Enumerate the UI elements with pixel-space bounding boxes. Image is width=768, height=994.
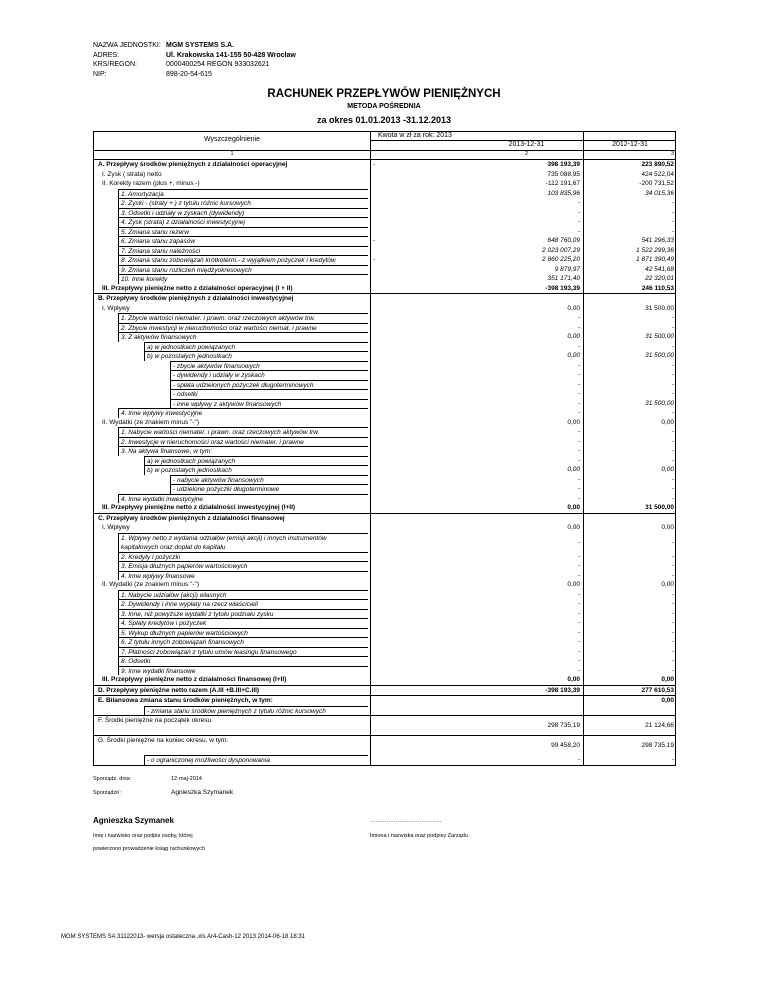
header-key: KRS/REGON: — [93, 61, 137, 69]
row-label: 5. Wykup dłużnych papierów wartościowych — [118, 628, 368, 638]
row-marker: - — [373, 256, 376, 263]
value-2013: 298 735,19 — [547, 722, 580, 729]
row-label: II. Wydatki (ze znakiem minus "-") — [102, 581, 200, 588]
value-2012: 31 500,00 — [645, 352, 674, 359]
value-2012: - — [671, 562, 674, 569]
value-2012: - — [671, 199, 674, 206]
row-label: 4. Inne wydatki inwestycyjne — [118, 494, 368, 504]
value-2012: - — [671, 609, 674, 617]
table-row — [94, 609, 675, 619]
value-2012: 223 890,52 — [641, 161, 674, 168]
table-row — [94, 437, 675, 447]
value-2013: - — [577, 562, 580, 569]
row-label: 3. Z aktywów finansowych — [118, 332, 368, 342]
table-row — [94, 208, 675, 218]
value-2013: 99 458,20 — [551, 742, 580, 749]
row-label: 10. Inne korekty — [118, 274, 368, 284]
value-2013: - — [577, 571, 580, 579]
value-2013: - — [577, 647, 580, 655]
header-value: 0000400254 REGON 933032621 — [166, 61, 270, 69]
row-marker: - — [373, 161, 376, 168]
table-row — [94, 647, 675, 657]
col-n3: 3 — [670, 151, 674, 157]
table-row — [94, 380, 675, 390]
header-row — [93, 51, 296, 61]
value-2013: 351 171,40 — [547, 275, 580, 282]
row-label: 8. Zmiana stanu zobowiązań krótkoterm.- z wyjątkiem pożyczek i kredytów — [118, 255, 368, 265]
value-2013: - — [577, 208, 580, 216]
table-row — [94, 170, 675, 180]
value-2013: 0,00 — [567, 504, 580, 511]
signer-caption-2: powierzono prowadzenie ksiąg rachunkowych — [93, 846, 205, 852]
value-2013: - — [577, 227, 580, 235]
col-n1: 1 — [230, 151, 234, 157]
value-2012: 31 500,00 — [645, 504, 674, 511]
value-2012: 0,00 — [661, 697, 674, 704]
value-2013: 103 835,96 — [547, 189, 580, 197]
row-label: 1. Nabycie udziałów (akcji) własnych — [118, 590, 368, 600]
header-row — [93, 60, 296, 70]
value-2013: - — [577, 390, 580, 397]
table-row — [94, 351, 675, 361]
table-row — [94, 513, 675, 524]
value-2013: - — [577, 619, 580, 626]
row-label: 8. Odsetki — [118, 656, 368, 666]
value-2012: - — [671, 475, 674, 483]
value-2013: - — [577, 361, 580, 369]
value-2013: - — [577, 409, 580, 416]
value-2012: - — [671, 571, 674, 579]
value-2012: 0,00 — [661, 581, 674, 588]
row-label: 3. Emisja dłużnych papierów wartościowych — [118, 561, 368, 571]
table-row — [94, 675, 675, 685]
table-row — [94, 246, 675, 256]
row-label: a) w jednostkach powiązanych — [144, 342, 368, 352]
author-label: Sporządził : — [93, 790, 122, 796]
header-key: ADRES: — [93, 51, 120, 59]
value-2012: 246 110,53 — [641, 284, 674, 292]
row-label: 9. Inne wydatki finansowe — [118, 666, 368, 676]
col-desc-header: Wyszczególnienie — [204, 136, 260, 143]
value-2012: 31 500,00 — [645, 399, 674, 407]
value-2012: - — [671, 628, 674, 636]
table-row — [94, 399, 675, 409]
value-2013: -112 191,67 — [545, 180, 580, 187]
header-value: MGM SYSTEMS S.A. — [166, 42, 235, 49]
row-label: II. Korekty razem (plus +, minus -) — [102, 180, 200, 187]
table-row — [94, 198, 675, 208]
value-2012: 298 735,19 — [641, 742, 674, 749]
value-2012: 31 500,00 — [645, 333, 674, 340]
table-body — [94, 160, 675, 765]
table-row — [94, 590, 675, 600]
row-label: 1. Amortyzacja — [118, 189, 368, 199]
value-2012: - — [671, 437, 674, 445]
row-label: G. Środki pieniężne na koniec okresu, w tym: — [98, 737, 229, 744]
row-label: 1. Wpływy netto z wydania udziałów (emisji akcji) i innych instrumentów kapitałowych oraz dopłat do kapitału — [118, 533, 368, 552]
table-row — [94, 523, 675, 533]
table-row — [94, 628, 675, 638]
date-value: 12-maj-2014 — [171, 776, 202, 782]
value-2012: - — [671, 456, 674, 464]
value-2012: - — [671, 371, 674, 378]
value-2013: - — [577, 475, 580, 483]
value-2013: 0,00 — [567, 581, 580, 588]
row-label: E. Bilansowa zmiana stanu środków pieniężnych, w tym: — [98, 697, 273, 704]
value-2013: - — [577, 314, 580, 321]
table-row — [94, 465, 675, 475]
date-label: Sporządz. dnia: — [93, 776, 132, 782]
value-2012: - — [671, 494, 674, 502]
table-row — [94, 599, 675, 609]
row-label: 1. Zbycie wartości niemater. i prawn. oraz rzeczowych aktywów trw. — [118, 313, 368, 323]
value-2012: - — [671, 638, 674, 645]
method-subtitle: METODA POŚREDNIA — [347, 103, 421, 110]
row-label: b) w pozostałych jednostkach — [144, 465, 368, 475]
value-2013: -398 193,39 — [545, 284, 580, 292]
value-2012: -200 731,52 — [639, 180, 674, 187]
row-label: 7. Zmiana stanu należności — [118, 246, 368, 256]
value-2013: 9 879,97 — [554, 265, 580, 273]
table-row — [94, 735, 675, 755]
row-label: A. Przepływy środków pieniężnych z działalności operacyjnej — [98, 161, 288, 168]
value-2012: 0,00 — [661, 676, 674, 683]
table-row — [94, 342, 675, 352]
table-row — [94, 427, 675, 437]
value-2013: - — [577, 380, 580, 388]
value-2013: - — [577, 666, 580, 674]
value-2013: 0,00 — [567, 418, 580, 426]
table-row — [94, 715, 675, 735]
value-2013: 398 193,39 — [547, 161, 580, 168]
value-2013: - — [577, 218, 580, 225]
value-2013: 2 023 007,29 — [542, 246, 580, 254]
value-2013: - — [577, 399, 580, 407]
value-2012: - — [671, 538, 674, 546]
table-row — [94, 255, 675, 265]
value-2013: - — [577, 628, 580, 636]
row-label: II. Wydatki (ze znakiem minus "-") — [102, 418, 200, 426]
value-2013: - — [577, 485, 580, 492]
value-2013: 648 760,09 — [547, 237, 580, 244]
row-label: b) w pozostałych jednostkach — [144, 351, 368, 361]
row-label: - o ograniczonej możliwości dysponowania — [144, 755, 368, 765]
value-2013: 0,00 — [567, 304, 580, 312]
value-2012: 22 320,01 — [645, 275, 674, 282]
row-label: 1. Nabycie wartości niemater. i prawn. oraz rzeczowych aktywów trw. — [118, 427, 368, 437]
table-header — [94, 132, 675, 151]
row-label: 4. Inne wpływy finansowe — [118, 571, 368, 581]
board-caption: Imiona i nazwiska oraz podpisy Zarządu — [370, 833, 468, 839]
table-row — [94, 389, 675, 399]
value-2013: - — [577, 756, 580, 763]
header-key: NIP: — [93, 71, 107, 79]
table-row — [94, 685, 675, 696]
value-2013: - — [577, 538, 580, 546]
table-row — [94, 323, 675, 333]
row-label: 2. Dywidendy i inne wypłaty na rzecz właścicieli — [118, 599, 368, 609]
table-row — [94, 265, 675, 275]
table-row — [94, 456, 675, 466]
value-2013: 0,00 — [567, 676, 580, 683]
row-label: - udzielone pożyczki długoterminowe — [170, 484, 368, 494]
table-row — [94, 755, 675, 765]
row-label: 3. Na aktywa finansowe, w tym: — [118, 446, 368, 456]
table-row — [94, 160, 675, 170]
value-2013: 0,00 — [567, 333, 580, 340]
row-label: - zmiana stanu środków pieniężnych z tytułu różnic kursowych — [144, 706, 368, 716]
row-label: 2. Kredyty i pożyczki — [118, 552, 368, 562]
table-row — [94, 695, 675, 706]
row-label: C. Przepływy środków pieniężnych z działalności finansowej — [98, 514, 285, 522]
document-title: RACHUNEK PRZEPŁYWÓW PIENIĘŻNYCH — [267, 88, 501, 100]
table-row — [94, 552, 675, 562]
value-2012: - — [671, 390, 674, 397]
value-2012: - — [671, 323, 674, 331]
table-row — [94, 494, 675, 504]
value-2012: - — [671, 647, 674, 655]
table-row — [94, 236, 675, 246]
value-2013: - — [577, 437, 580, 445]
cash-flow-table — [93, 131, 676, 766]
row-label: 6. Zmiana stanu zapasów — [118, 236, 368, 246]
file-info-line: MGM SYSTEMS SA 31122013- wersja ostateczna .xls Ar4-Cash-12 2013 2014-06-18 18:31 — [61, 934, 306, 940]
value-2013: - — [577, 657, 580, 664]
row-label: B. Przepływy środków pieniężnych z działalności inwestycyjnej — [98, 295, 294, 302]
table-row — [94, 446, 675, 456]
table-row — [94, 666, 675, 676]
table-row — [94, 217, 675, 227]
table-row — [94, 637, 675, 647]
value-2012: 0,00 — [661, 418, 674, 426]
signer-caption-1: Imię i nazwisko oraz podpis osoby, której — [93, 833, 193, 839]
row-label: I. Wpływy — [102, 524, 130, 531]
row-label: III. Przepływy pieniężne netto z działalności inwestycyjnej (I+II) — [102, 504, 296, 511]
table-row — [94, 571, 675, 581]
value-2013: - — [577, 199, 580, 206]
row-label: 4. Spłaty kredytów i pożyczek — [118, 618, 368, 628]
value-2012: - — [671, 227, 674, 235]
table-row — [94, 361, 675, 371]
table-row — [94, 293, 675, 304]
row-label: 3. Odsetki i udziały w zyskach (dywidendy) — [118, 208, 368, 218]
value-2013: - — [577, 447, 580, 454]
value-2012: 31 500,00 — [645, 304, 674, 312]
table-row — [94, 304, 675, 314]
table-row — [94, 284, 675, 294]
table-row — [94, 179, 675, 189]
value-2012: 424 522,04 — [641, 170, 674, 178]
row-label: III. Przepływy pieniężne netto z działalności operacyjnej (I + II) — [102, 284, 293, 292]
value-2012: 0,00 — [661, 524, 674, 531]
table-row — [94, 408, 675, 418]
value-2013: 735 088,95 — [547, 170, 580, 178]
table-row — [94, 332, 675, 342]
value-2012: - — [671, 756, 674, 763]
row-label: F. Środki pieniężne na początek okresu — [98, 717, 212, 724]
row-label: 6. Z tytułu innych zobowiązań finansowych — [118, 637, 368, 647]
table-row — [94, 561, 675, 571]
value-2012: - — [671, 208, 674, 216]
value-2012: - — [671, 590, 674, 598]
header-row — [93, 70, 296, 80]
value-2013: 0,00 — [567, 466, 580, 473]
row-label: - odsetki — [170, 389, 368, 399]
value-2012: - — [671, 666, 674, 674]
table-row — [94, 533, 675, 552]
value-2012: - — [671, 380, 674, 388]
row-label: 4. Inne wpływy inwestycyjne — [118, 408, 368, 418]
value-2012: - — [671, 314, 674, 321]
value-2012: 1 871 390,49 — [636, 256, 674, 263]
value-2012: - — [671, 657, 674, 664]
value-2013: - — [577, 590, 580, 598]
row-label: 2. Inwestycje w nieruchomości oraz wartości niemater. i prawne — [118, 437, 368, 447]
header-row — [93, 41, 296, 51]
table-row — [94, 274, 675, 284]
signer-name: Agnieszka Szymanek — [93, 816, 174, 825]
value-2012: 0,00 — [661, 466, 674, 473]
col-date1-header: 2013-12-31 — [508, 141, 545, 148]
value-2013: - — [577, 552, 580, 560]
table-row — [94, 370, 675, 380]
value-2013: 0,00 — [567, 352, 580, 359]
row-label: - zbycie aktywów finansowych — [170, 361, 368, 371]
table-row — [94, 418, 675, 428]
author-value: Agnieszka Szymanek — [171, 789, 234, 796]
value-2012: 42 541,68 — [645, 265, 674, 273]
row-label: - spłata udzielonych pożyczek długoterminowych — [170, 380, 368, 390]
col-n2: 2 — [524, 151, 529, 157]
row-label: 2. Zbycie inwestycji w nieruchomości oraz wartości niemat. i prawne — [118, 323, 368, 333]
company-header — [93, 41, 296, 80]
value-2012: - — [671, 342, 674, 350]
value-2012: - — [671, 552, 674, 560]
row-label: I. Zysk ( strata) netto — [102, 170, 162, 178]
col-amount-header: Kwota w zł za rok: 2013 — [378, 132, 452, 139]
value-2012: 34 015,36 — [645, 189, 674, 197]
period-subtitle: za okres 01.01.2013 -31.12.2013 — [316, 115, 452, 125]
table-row — [94, 475, 675, 485]
row-label: - dywidendy i udziały w zyskach — [170, 370, 368, 380]
row-label: III. Przepływy pieniężne netto z działalności finansowej (I+II) — [102, 676, 287, 683]
value-2012: 1 522 299,36 — [636, 246, 674, 254]
table-row — [94, 484, 675, 494]
value-2012: - — [671, 619, 674, 626]
signature-dots: ………………………………… — [370, 818, 442, 824]
value-2012: 21 124,66 — [645, 722, 674, 729]
value-2013: - — [577, 494, 580, 502]
value-2013: - — [577, 428, 580, 435]
value-2013: 0,00 — [567, 524, 580, 531]
row-label: 2. Zyski - (straty + ) z tytułu różnic kursowych — [118, 198, 368, 208]
row-label: I. Wpływy — [102, 304, 130, 312]
value-2013: - — [577, 342, 580, 350]
table-row — [94, 656, 675, 666]
header-value: 898-20-54-615 — [166, 71, 212, 79]
table-row — [94, 580, 675, 590]
col-date2-header: 2012-12-31 — [612, 141, 648, 148]
table-row — [94, 189, 675, 199]
value-2012: - — [671, 409, 674, 416]
row-label: 5. Zmiana stanu rezerw — [118, 227, 368, 237]
value-2012: - — [671, 361, 674, 369]
value-2012: - — [671, 447, 674, 454]
header-key: NAZWA JEDNOSTKI: — [93, 42, 161, 49]
header-value: Ul. Krakowska 141-155 50-428 Wrocław — [166, 51, 296, 59]
row-label: 7. Płatności zobowiązań z tytułu umów leasingu finansowego — [118, 647, 368, 657]
table-row — [94, 227, 675, 237]
value-2012: - — [671, 600, 674, 607]
value-2012: - — [671, 485, 674, 492]
table-row — [94, 503, 675, 513]
row-label: a) w jednostkach powiązanych — [144, 456, 368, 466]
table-row — [94, 706, 675, 716]
value-2013: - — [577, 323, 580, 331]
value-2012: - — [671, 218, 674, 225]
value-2013: - — [577, 600, 580, 607]
row-label: - inne wpływy z aktywów finansowych — [170, 399, 368, 409]
value-2013: - — [577, 609, 580, 617]
row-label: 3. Inne, niż powyższe wydatki z tytułu podziału zysku — [118, 609, 368, 619]
value-2013: -398 193,39 — [545, 686, 580, 694]
value-2013: 2 860 225,20 — [542, 256, 580, 263]
row-label: 9. Zmiana stanu rozliczeń międzyokresowych — [118, 265, 368, 275]
value-2013: - — [577, 371, 580, 378]
row-label: - nabycie aktywów finansowych — [170, 475, 368, 485]
value-2012: - — [671, 428, 674, 435]
value-2013: - — [577, 638, 580, 645]
value-2012: 277 610,53 — [641, 686, 674, 694]
value-2013: - — [577, 456, 580, 464]
row-marker: - — [373, 237, 376, 244]
col-number-row — [94, 151, 675, 160]
table-row — [94, 313, 675, 323]
value-2012: 541 296,33 — [641, 237, 674, 244]
table-row — [94, 618, 675, 628]
row-label: 4. Zysk (strata) z działalności inwestycyjnej — [118, 217, 368, 227]
row-label: D. Przepływy pieniężne netto razem (A.III +B.III+C.III) — [98, 686, 260, 694]
